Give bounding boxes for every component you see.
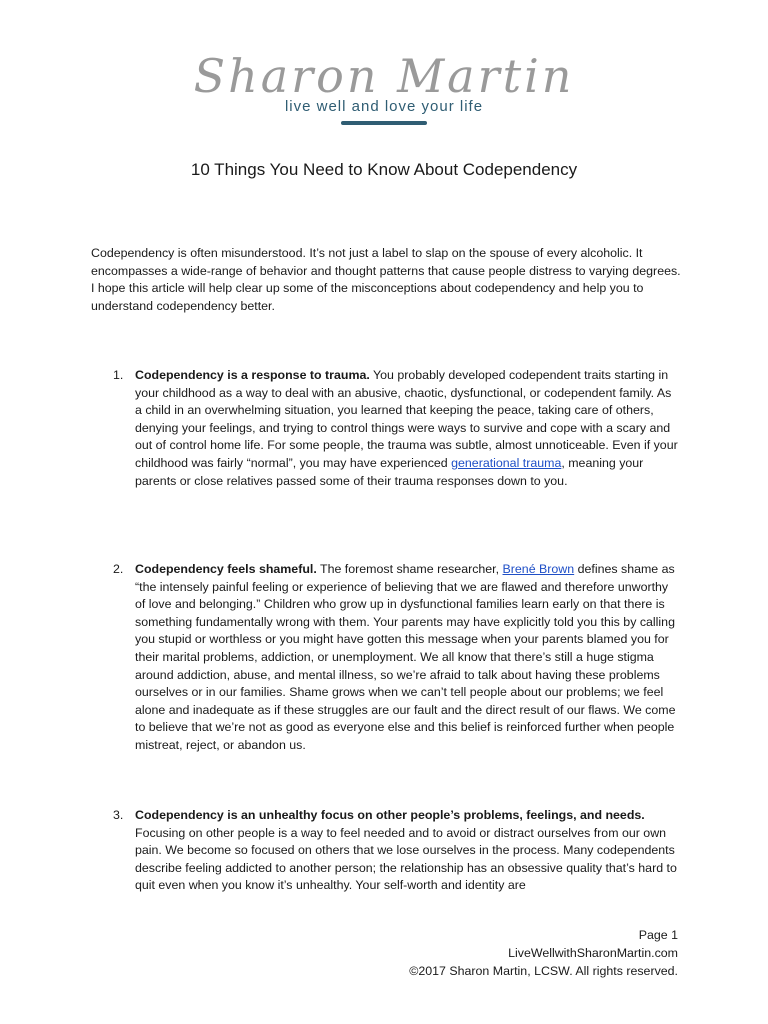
list-item-1 (91, 367, 681, 490)
item-text: You probably developed codependent traits starting in your childhood as a way to deal with an abusive, chaotic, dysfunctional, or codependent family. As a child in an overwhelming situation, you learned that keeping the peace, taking care of others, denying your feelings, and trying to control things were ways to survive and cope with a scary and out of control home life. For some people, the trauma was subtle, almost unnoticeable. Even if your childhood was fairly “normal”, you may have experienced (135, 368, 678, 470)
item-heading: Codependency feels shameful. (135, 562, 317, 576)
list-item-2 (91, 561, 681, 755)
footer-copyright: ©2017 Sharon Martin, LCSW. All rights reserved. (409, 964, 678, 978)
list-number: 1. (113, 368, 124, 382)
logo-tagline: live well and love your life (284, 98, 484, 115)
list-item-body (135, 807, 681, 895)
list-number: 2. (113, 562, 124, 576)
logo-name: Sharon Martin (193, 49, 575, 103)
list-number: 3. (113, 808, 124, 822)
intro-paragraph: Codependency is often misunderstood. It’s not just a label to slap on the spouse of every alcoholic. It encompasses a wide-range of behavior and thought patterns that cause people distress to varying degrees. I hope this article will help clear up some of the misconceptions about codependency and help you to understand codependency better. (91, 246, 681, 313)
item-text: Focusing on other people is a way to feel needed and to avoid or distract ourselves from our own pain. We become so focused on others that we lose ourselves in the process. Many codependents describe feeling addicted to another person; the relationship has an obsessive quality that’s hard to quit even when you know it’s unhealthy. Your self-worth and identity are (135, 825, 677, 893)
page-title: 10 Things You Need to Know About Codependency (190, 160, 578, 179)
item-text-continued: , meaning your parents or close relatives passed some of their trauma responses down to you. (135, 455, 644, 488)
item-heading: Codependency is an unhealthy focus on other people’s problems, feelings, and needs. (135, 808, 645, 822)
list-item-body (135, 561, 681, 755)
item-text: The foremost shame researcher, (316, 562, 503, 576)
page-footer (409, 926, 678, 980)
logo-underline (341, 121, 427, 125)
list-item-body (135, 367, 681, 490)
page-number: Page 1 (638, 928, 678, 942)
sharon-martin-logo (0, 50, 768, 125)
item-heading: Codependency is a response to trauma. (135, 368, 370, 382)
list-item-3 (91, 807, 681, 895)
item-text-continued: defines shame as “the intensely painful feeling or experience of believing that we are flawed and therefore unworthy of love and belonging.” Children who grow up in dysfunctional families learn early on that there is something fundamentally wrong with them. Your parents may have explicitly told you this by calling you stupid or worthless or you might have gotten this message when your parents blamed you for their marital problems, addiction, or unemployment. We all know that there’s still a huge stigma around addiction, abuse, and mental illness, so we’re afraid to talk about having these problems ourselves or in our families. Shame grows when we can’t tell people about our problems; we feel alone and inadequate as if these struggles are our fault and the direct result of our flaws. We come to believe that we’re not as good as everyone else and this belief is reinforced further when people mistreat, reject, or abandon us. (135, 562, 676, 752)
brene-brown-link[interactable]: Brené Brown (502, 562, 575, 576)
footer-site: LiveWellwithSharonMartin.com (508, 946, 678, 960)
generational-trauma-link[interactable]: generational trauma (451, 455, 562, 470)
